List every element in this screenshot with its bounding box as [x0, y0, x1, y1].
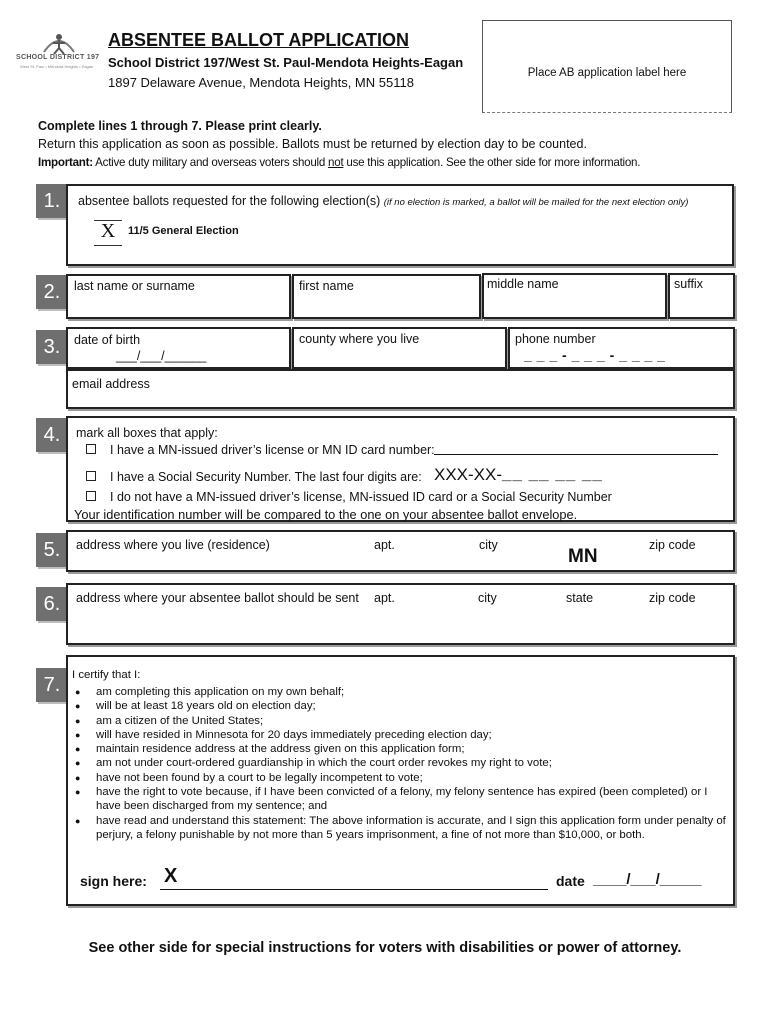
- certification-item: ● am completing this application on my own behalf;: [72, 685, 728, 699]
- election-label-text: absentee ballots requested for the following election(s): [78, 194, 384, 208]
- suffix-label: suffix: [674, 277, 703, 291]
- license-option-text: I have a MN-issued driver’s license or MN ID card number:: [110, 443, 435, 457]
- certification-list: [72, 685, 728, 842]
- certification-item: ● will have resided in Minnesota for 20 days immediately preceding election day;: [72, 728, 728, 742]
- section-4-id-box: [66, 416, 735, 522]
- signature-x-mark: X: [164, 865, 178, 887]
- mailing-state-label: state: [566, 591, 594, 605]
- signature-date-blank[interactable]: ____/___/_____: [593, 871, 702, 888]
- middle-name-label: middle name: [487, 277, 559, 291]
- id-comparison-note: Your identification number will be compared to the one on your absentee ballot envelope.: [74, 507, 578, 522]
- date-of-birth-field[interactable]: [66, 327, 291, 369]
- phone-label: phone number: [515, 332, 596, 346]
- no-id-option-text: I do not have a MN-issued driver’s license, MN-issued ID card or a Social Security Number: [110, 490, 612, 504]
- footer-note: See other side for special instructions for voters with disabilities or power of attorney.: [88, 940, 682, 956]
- id-option-none[interactable]: [86, 490, 612, 504]
- section-3-number: 3.: [36, 330, 68, 364]
- election-name: 11/5 General Election: [128, 225, 239, 237]
- ssn-checkbox[interactable]: [86, 471, 96, 481]
- residence-zip-label: zip code: [649, 538, 696, 552]
- intro-important-note: [38, 156, 640, 169]
- certification-item: ● am not under court-ordered guardianship in which the court order revokes my right to vote;: [72, 756, 728, 770]
- first-name-field[interactable]: [292, 274, 481, 319]
- license-number-line[interactable]: [434, 454, 718, 455]
- mailing-address-field[interactable]: [66, 583, 735, 645]
- ssn-last-four-blanks[interactable]: __ __ __ __: [502, 464, 603, 483]
- section-6-number: 6.: [36, 587, 68, 621]
- logo-subtext: West St. Paul • Mendota Heights • Eagan: [20, 64, 94, 69]
- certify-intro: I certify that I:: [72, 669, 141, 681]
- label-placeholder-text: Place AB application label here: [527, 67, 687, 79]
- county-label: county where you live: [299, 332, 420, 346]
- intro-instructions: Complete lines 1 through 7. Please print clearly.: [38, 119, 322, 133]
- section-5-number: 5.: [36, 533, 68, 567]
- important-label: Important:: [38, 156, 93, 169]
- section-1-number: 1.: [36, 184, 68, 218]
- important-text-a: Active duty military and overseas voters should: [95, 156, 329, 169]
- phone-blank: _ _ _ - _ _ _ - _ _ _ _: [524, 347, 666, 363]
- last-name-label: last name or surname: [74, 279, 195, 293]
- sign-here-label: sign here:: [80, 873, 147, 889]
- license-checkbox[interactable]: [86, 444, 96, 454]
- county-field[interactable]: [292, 327, 507, 369]
- no-id-checkbox[interactable]: [86, 491, 96, 501]
- mailing-apt-label: apt.: [374, 591, 395, 605]
- ssn-option-text: I have a Social Security Number. The last four digits are:: [110, 470, 422, 484]
- election-check-mark: X: [100, 220, 116, 242]
- mailing-zip-label: zip code: [649, 591, 696, 605]
- section-1-election-box: [66, 184, 734, 266]
- election-label: [78, 194, 688, 208]
- first-name-label: first name: [299, 279, 354, 293]
- district-logo: [14, 28, 104, 72]
- signature-line[interactable]: [160, 867, 548, 890]
- residence-state-value: MN: [568, 546, 598, 567]
- important-text-b: use this application. See the other side for more information.: [343, 156, 641, 169]
- important-not: not: [328, 156, 344, 169]
- election-note: (if no election is marked, a ballot will be mailed for the next election only): [383, 197, 689, 208]
- district-address: 1897 Delaware Avenue, Mendota Heights, MN 55118: [108, 75, 414, 90]
- mailing-city-label: city: [478, 591, 497, 605]
- certification-item: ● will be at least 18 years old on election day;: [72, 699, 728, 713]
- section-2-number: 2.: [36, 275, 68, 309]
- logo-text: SCHOOL DISTRICT 197: [16, 54, 100, 61]
- certification-box: [66, 655, 735, 906]
- email-field[interactable]: [66, 369, 735, 409]
- district-name: School District 197/West St. Paul-Mendota Heights-Eagan: [108, 55, 464, 70]
- certification-item: ● have not been found by a court to be legally incompetent to vote;: [72, 771, 728, 785]
- certification-item: ● have read and understand this statement: The above information is accurate, and I sign this application form under penalty of perjury, a felony punishable by not more than 5 years imprisonment, a fine of not more than $10,000, or both.: [72, 814, 728, 843]
- section-7-number: 7.: [36, 668, 68, 702]
- certification-item: ● have the right to vote because, if I have been convicted of a felony, my felony sentence has expired (been completed) or I have been discharged from my sentence; and: [72, 785, 728, 814]
- phone-number-field[interactable]: [508, 327, 735, 369]
- residence-address-label: address where you live (residence): [76, 538, 270, 552]
- id-instructions: mark all boxes that apply:: [76, 426, 218, 440]
- id-option-ssn[interactable]: [86, 470, 422, 484]
- certification-item: ● am a citizen of the United States;: [72, 714, 728, 728]
- certification-item: ● maintain residence address at the address given on this application form;: [72, 742, 728, 756]
- dob-blank: ___/___/______: [116, 349, 207, 363]
- intro-return-note: Return this application as soon as possible. Ballots must be returned by election day to be counted.: [38, 137, 587, 151]
- middle-name-field[interactable]: [482, 273, 667, 319]
- ssn-mask: XXX-XX-: [434, 465, 503, 484]
- dob-label: date of birth: [74, 333, 141, 347]
- suffix-field[interactable]: [668, 273, 735, 319]
- residence-apt-label: apt.: [374, 538, 395, 552]
- last-name-field[interactable]: [66, 274, 291, 319]
- section-4-number: 4.: [36, 418, 68, 452]
- residence-city-label: city: [479, 538, 498, 552]
- mailing-address-label: address where your absentee ballot should be sent: [76, 591, 359, 605]
- date-label: date: [556, 873, 585, 889]
- email-label: email address: [72, 377, 150, 391]
- label-placeholder-box: [482, 20, 732, 113]
- election-checkbox[interactable]: [94, 220, 122, 246]
- form-title: ABSENTEE BALLOT APPLICATION: [108, 30, 409, 50]
- residence-address-field[interactable]: [66, 530, 735, 572]
- id-option-license[interactable]: [86, 443, 435, 457]
